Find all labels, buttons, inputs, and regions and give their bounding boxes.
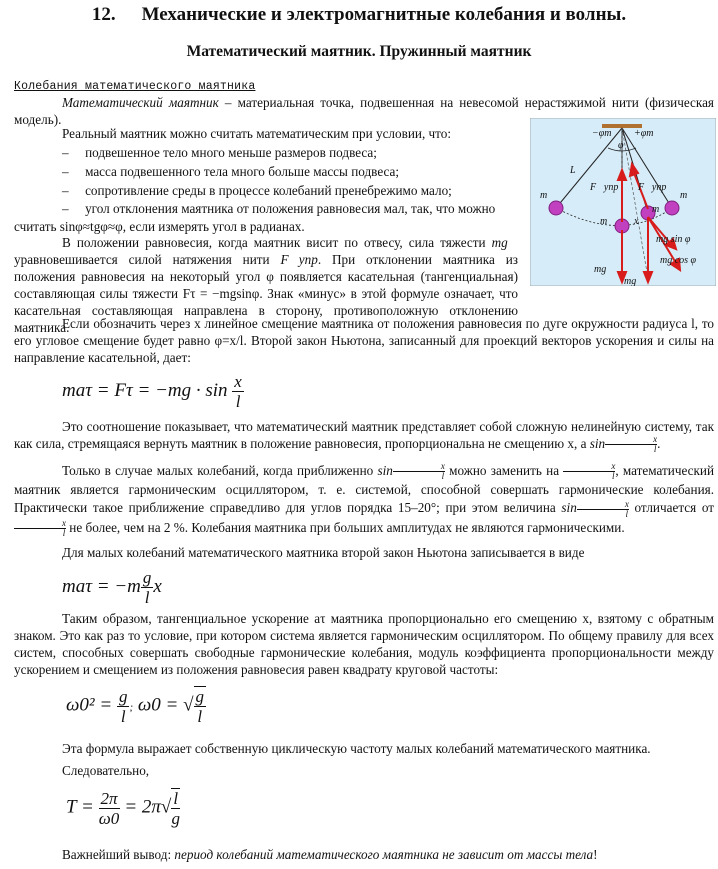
page-subtitle: Математический маятник. Пружинный маятник — [186, 43, 532, 60]
chapter-heading — [0, 4, 718, 26]
list-item: – подвешенное тело много меньше размеров подвеса; — [62, 145, 377, 160]
diagram-label: mg⃗ — [624, 276, 644, 286]
diagram-label: m — [540, 190, 548, 201]
diagram-label: −φm — [592, 128, 612, 139]
chapter-title: Механические и электромагнитные колебания и волны. — [141, 4, 627, 25]
gravity-vector: mg⃗ — [491, 235, 519, 250]
formula-newton-tangent: maτ = Fτ = −mg · sin $\frac{x}{l}$ — [62, 372, 242, 411]
harmonic-paragraph: Таким образом, тангенциальное ускорение aτ маятника пропорционально его смещению x, взятому с обратным знаком. Это как раз то условие, при котором система является гармоническим осциллятором. По общему правилу для всех систем, способных совершать свободные гармонические колебания, модуль коэффициента пропорциональности между ускорением и смещением из положения равновесия равен квадрату круговой частоты: — [14, 611, 714, 677]
newton-small-paragraph: Для малых колебаний математического маятника второй закон Ньютона записывается в виде — [62, 545, 585, 560]
small-oscillations-paragraph: Только в случае малых колебаний, когда приближенно sin $\frac{x}{l}$ можно заменить на $\frac{x}{l}$ , математический маятник является гармоническим осциллятором, т. е. системой, способной совершать гармонические колебания. Практически такое приближение справедливо для углов порядка 15–20°; при этом величина sin $\frac{x}{l}$ отличается от $\frac{x}{l}$ не более, чем на 2 %. Колебания маятника при больших амплитудах не являются гармоническими. — [14, 461, 715, 539]
angle-paragraph: Если обозначить через x линейное смещение маятника от положения равновесия по дуге окружности радиуса l, то его угловое смещение будет равно φ=x/l. Второй закон Ньютона, записанный для проекций векторов ускорения и силы на направление касательной, дает: — [14, 316, 714, 365]
diagram-label: φ — [618, 140, 624, 151]
diagram-label: F⃗упр — [638, 182, 667, 193]
list-item: – масса подвешенного тела много больше массы подвеса; — [62, 164, 400, 179]
diagram-label: mg sin φ — [656, 234, 691, 245]
therefore-text: Следовательно, — [62, 763, 150, 778]
conclusion-paragraph: Важнейший вывод: период колебаний математического маятника не зависит от массы тела! — [62, 847, 598, 862]
diagram-label: F⃗упр — [590, 182, 619, 193]
diagram-label: L — [570, 165, 576, 176]
diagram-label: m — [680, 190, 688, 201]
diagram-label: mg cos φ — [660, 255, 697, 266]
definition-term: Математический маятник — [62, 95, 219, 110]
nonlinear-paragraph: Это соотношение показывает, что математический маятник представляет собой сложную нелинейную систему, так как сила, стремящаяся вернуть маятник в положение равновесия, пропорциональна не смещению x, а sin $\frac{x}{l}$ . — [14, 419, 714, 455]
formula-period: T = $\frac{2\pi}{\omega 0}$ = 2π√ $\frac{l}{g}$ — [66, 788, 180, 828]
pendulum-ball — [549, 201, 563, 215]
definition-text: – материальная точка, подвешенная на невесомой нерастяжимой нити (физическая модель). — [14, 95, 715, 127]
equilibrium-paragraph: В положении равновесия, когда маятник висит по отвесу, сила тяжести mg⃗ уравновешивается силой натяжения нити F⃗упр. При отклонении маятника из положения равновесия на некоторый угол φ появляется касательная (тангенциальная) составляющая силы тяжести Fτ = −mgsinφ. Знак «минус» в этой формуле означает, что касательная составляющая направлена в сторону, противоположную отклонению маятника. — [14, 235, 519, 335]
section-label: Колебания математического маятника — [14, 80, 256, 93]
list-item-continuation: считать sinφ≈tgφ≈φ, если измерять угол в радианах. — [14, 219, 305, 234]
tension-vector: F⃗упр — [280, 252, 318, 267]
diagram-label: m — [600, 216, 608, 227]
pendulum-ball — [665, 201, 679, 215]
diagram-label: m — [652, 204, 660, 215]
pendulum-diagram — [530, 118, 716, 286]
diagram-label: +φm — [634, 128, 654, 139]
diagram-label: x — [634, 216, 639, 227]
formula-small-oscillations: maτ = −m $\frac{g}{l}$ x — [62, 568, 162, 607]
condition-intro: Реальный маятник можно считать математическим при условии, что: — [62, 126, 452, 141]
formula-angular-frequency: ω0² = $\frac{g}{l}$ ; ω0 = √ $\frac{g}{l}$ — [66, 686, 205, 726]
diagram-label: mg⃗ — [594, 264, 614, 275]
frequency-paragraph: Эта формула выражает собственную циклическую частоту малых колебаний математического маятника. — [62, 741, 651, 756]
chapter-number: 12. — [91, 4, 116, 25]
list-item: – угол отклонения маятника от положения равновесия мал, так, что можно — [62, 201, 496, 216]
list-item: – сопротивление среды в процессе колебаний пренебрежимо мало; — [62, 183, 452, 198]
